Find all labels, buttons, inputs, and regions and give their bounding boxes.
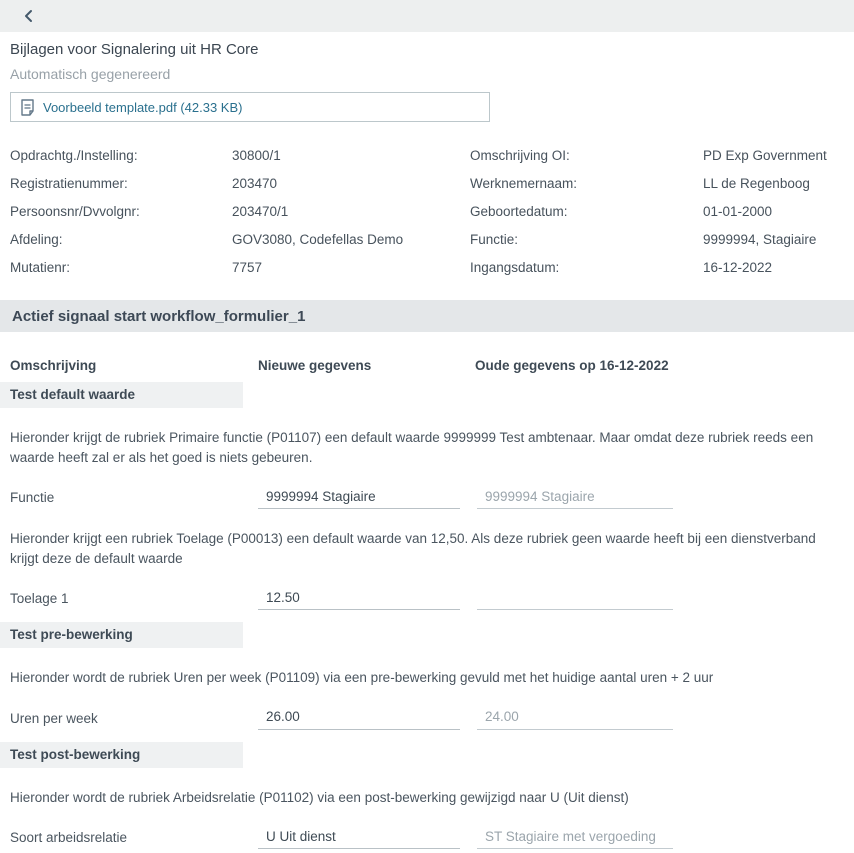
detail-value: PD Exp Government [703, 148, 827, 163]
file-icon [20, 99, 35, 116]
detail-label: Opdrachtg./Instelling: [10, 148, 138, 163]
detail-value: 7757 [232, 260, 263, 275]
chevron-left-icon [22, 9, 36, 23]
detail-label: Ingangsdatum: [470, 260, 560, 275]
mutation-form [0, 358, 854, 849]
detail-value: 01-01-2000 [703, 204, 773, 219]
section-heading-test-pre-bewerking: Test pre-bewerking [0, 622, 243, 648]
uren-per-week-new-input[interactable] [258, 708, 460, 730]
topbar [0, 0, 854, 32]
detail-label: Werknemernaam: [470, 176, 578, 191]
field-row-uren-per-week [10, 708, 846, 730]
functie-new-input[interactable] [258, 487, 460, 509]
attachment-subtitle: Automatisch gegenereerd [10, 66, 171, 82]
field-label: Soort arbeidsrelatie [10, 830, 128, 845]
section-heading-test-post-bewerking: Test post-bewerking [0, 742, 243, 768]
field-row-toelage-1 [10, 588, 846, 610]
field-description: Hieronder krijgt een rubriek Toelage (P00013) een default waarde van 12,50. Als deze rubriek geen waarde heeft bij een dienstverband krijgt deze de default waarde [10, 531, 816, 566]
field-row-soort-arbeidsrelatie [10, 827, 846, 849]
detail-label: Mutatienr: [10, 260, 71, 275]
detail-value: 16-12-2022 [703, 260, 773, 275]
functie-old-input [477, 487, 673, 509]
column-header-oude-gegevens: Oude gegevens op 16-12-2022 [475, 358, 669, 373]
employee-details [10, 148, 846, 275]
detail-value: 30800/1 [232, 148, 281, 163]
toelage-1-new-input[interactable] [258, 588, 460, 610]
field-row-functie [10, 487, 846, 509]
uren-per-week-old-input [477, 708, 673, 730]
field-label: Toelage 1 [10, 591, 69, 606]
soort-arbeidsrelatie-new-input[interactable] [258, 827, 460, 849]
detail-value: LL de Regenboog [703, 176, 810, 191]
detail-value: 9999994, Stagiaire [703, 232, 817, 247]
attachment-link[interactable]: Voorbeeld template.pdf (42.33 KB) [43, 99, 243, 115]
signal-header-bar [0, 300, 854, 332]
detail-label: Omschrijving OI: [470, 148, 570, 163]
section-heading-test-default-waarde: Test default waarde [0, 382, 243, 408]
column-headers [10, 358, 846, 373]
back-button[interactable] [18, 5, 40, 27]
field-description: Hieronder wordt de rubriek Arbeidsrelatie (P01102) via een post-bewerking gewijzigd naar U (Uit dienst) [10, 789, 629, 805]
signal-title: Actief signaal start workflow_formulier_1 [12, 307, 306, 325]
page-title: Bijlagen voor Signalering uit HR Core [10, 41, 259, 58]
column-header-omschrijving: Omschrijving [10, 358, 97, 373]
field-label: Uren per week [10, 710, 98, 726]
detail-label: Afdeling: [10, 232, 63, 247]
detail-label: Registratienummer: [10, 176, 128, 191]
detail-label: Geboortedatum: [470, 204, 568, 219]
column-header-nieuwe-gegevens: Nieuwe gegevens [258, 358, 372, 373]
field-description: Hieronder wordt de rubriek Uren per week (P01109) via een pre-bewerking gevuld met het huidige aantal uren + 2 uur [10, 670, 714, 685]
field-description: Hieronder krijgt de rubriek Primaire functie (P01107) een default waarde 9999999 Test ambtenaar. Maar omdat deze rubriek reeds een waarde heeft zal er als het goed is niets gebeuren. [10, 430, 814, 465]
detail-value: 203470/1 [232, 204, 289, 219]
detail-value: GOV3080, Codefellas Demo [232, 232, 404, 247]
toelage-1-old-input [477, 588, 673, 610]
attachment-box[interactable] [10, 92, 490, 122]
detail-label: Persoonsnr/Dvvolgnr: [10, 204, 140, 219]
detail-value: 203470 [232, 176, 278, 191]
field-label: Functie [10, 490, 55, 505]
soort-arbeidsrelatie-old-input [477, 827, 673, 849]
detail-label: Functie: [470, 232, 519, 247]
